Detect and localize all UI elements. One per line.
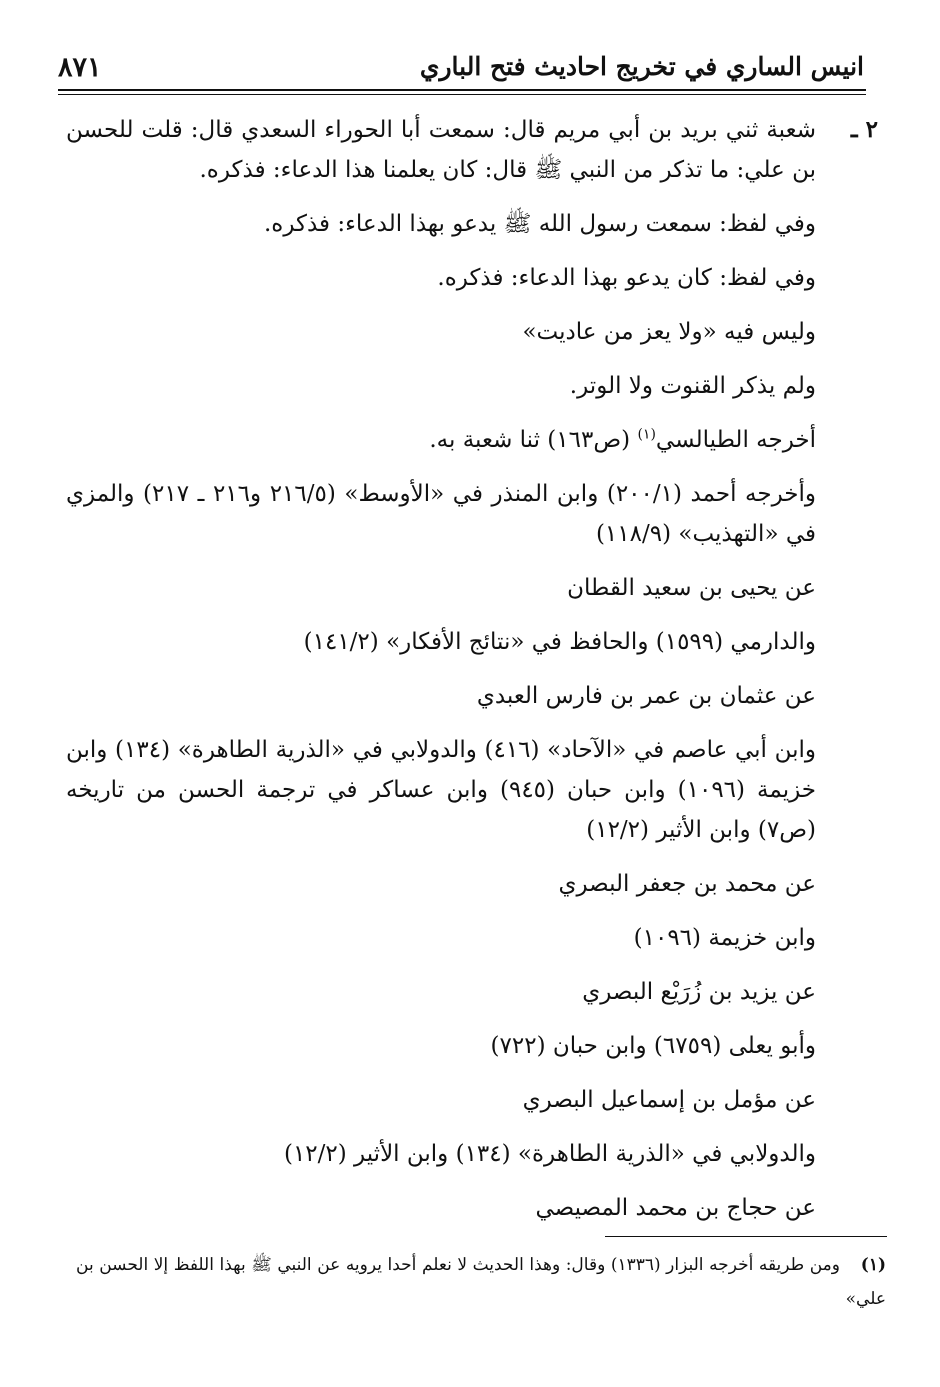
item-number: ٢ ـ <box>850 116 878 143</box>
paragraph: والدولابي في «الذرية الطاهرة» (١٣٤) وابن الأثير (١٢/٢) <box>283 1141 816 1167</box>
paragraph: ولم يذكر القنوت ولا الوتر. <box>569 373 816 399</box>
footnote-separator <box>605 1236 887 1237</box>
footnote-reference: (١) <box>637 426 656 443</box>
footnote-marker: (١) <box>860 1255 886 1275</box>
narrator-line: عن حجاج بن محمد المصيصي <box>535 1195 816 1221</box>
main-text <box>66 110 878 1242</box>
paragraph-hadith <box>66 110 878 190</box>
narrator-line: عن مؤمل بن إسماعيل البصري <box>522 1087 816 1113</box>
paragraph: وفي لفظ: سمعت رسول الله ﷺ يدعو بهذا الدعاء: فذكره. <box>263 211 816 237</box>
paragraph: وابن خزيمة (١٠٩٦) <box>633 925 816 951</box>
paragraph-takhrij <box>66 474 878 554</box>
paragraph-takhrij <box>66 730 878 850</box>
narrator-line: عن يزيد بن زُرَيْع البصري <box>582 979 816 1005</box>
header-rule-thin <box>58 94 866 95</box>
paragraph: وليس فيه «ولا يعز من عاديت» <box>522 319 816 345</box>
text: وابن أبي عاصم في «الآحاد» (٤١٦) والدولابي في «الذرية الطاهرة» (١٣٤) وابن خزيمة (١٠٩٦) وابن حبان (٩٤٥) وابن عساكر في ترجمة الحسن من تاريخه (ص٧) وابن الأثير (١٢/٢) <box>66 737 816 843</box>
paragraph: والدارمي (١٥٩٩) والحافظ في «نتائج الأفكار» (١٤١/٢) <box>303 629 816 655</box>
narrator-line: عن عثمان بن عمر بن فارس العبدي <box>476 683 816 709</box>
text: (ص١٦٣) ثنا شعبة به. <box>429 427 638 453</box>
hadith-text: شعبة ثني بريد بن أبي مريم قال: سمعت أبا الحوراء السعدي قال: قلت للحسن بن علي: ما تذكر من النبي ﷺ قال: كان يعلمنا هذا الدعاء: فذكره. <box>66 117 816 183</box>
paragraph-with-footnote <box>66 420 878 460</box>
page-number: ٨٧١ <box>58 52 102 83</box>
header-rule <box>58 89 866 91</box>
text: أخرجه الطيالسي <box>655 427 816 453</box>
paragraph: وأبو يعلى (٦٧٥٩) وابن حبان (٧٢٢) <box>490 1033 816 1059</box>
narrator-line: عن محمد بن جعفر البصري <box>558 871 816 897</box>
text: وأخرجه أحمد (٢٠٠/١) وابن المنذر في «الأوسط» (٢١٦/٥ و٢١٦ ـ ٢١٧) والمزي في «التهذيب» (١١٨/٩) <box>66 481 817 547</box>
paragraph: وفي لفظ: كان يدعو بهذا الدعاء: فذكره. <box>437 265 816 291</box>
footnote-text: ومن طريقه أخرجه البزار (١٣٣٦) وقال: وهذا الحديث لا نعلم أحدا يرويه عن النبي ﷺ بهذا اللفظ إلا الحسن بن علي» <box>76 1255 886 1309</box>
running-header <box>58 48 864 88</box>
book-title: انيس الساري في تخريج احاديث فتح الباري <box>419 52 864 81</box>
narrator-line: عن يحيى بن سعيد القطان <box>567 575 816 601</box>
footnote <box>76 1248 886 1316</box>
